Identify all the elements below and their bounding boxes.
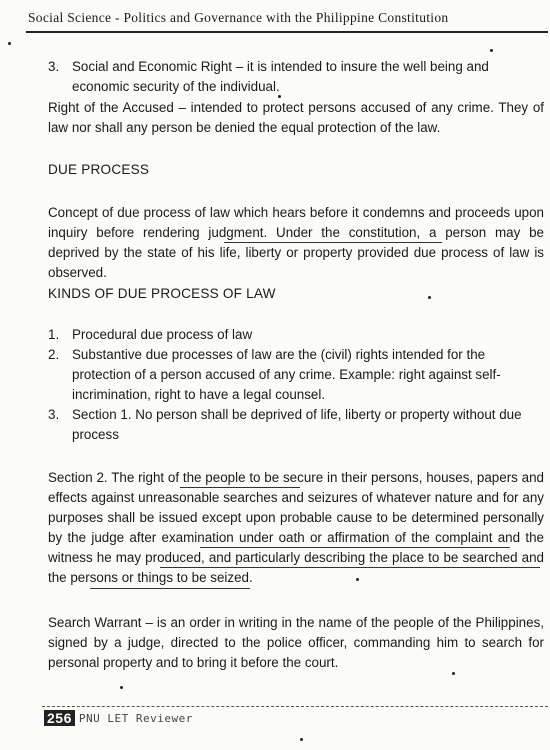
scan-speck <box>490 49 493 52</box>
kinds-list <box>48 325 544 445</box>
scan-speck <box>278 95 281 98</box>
list-number: 3. <box>48 59 60 74</box>
scan-speck <box>120 686 123 689</box>
list-item <box>48 57 544 97</box>
underline-mark <box>224 242 442 243</box>
list-number: 1. <box>48 327 60 342</box>
heading-kinds-of-due-process: KINDS OF DUE PROCESS OF LAW <box>48 286 276 301</box>
footer-label: PNU LET Reviewer <box>78 711 193 725</box>
list-item <box>48 325 544 345</box>
section-2-paragraph: Section 2. The right of the people to be secure in their persons, houses, papers and effects against unreasonable searches and seizures of whatever nature and for any purposes shall be issued except upon probable cause to be determined personally by the judge after examination under oath or affirmation of the complaint and the witness he may produced, and particularly describing the place to be searched and the persons or things to be seized. <box>48 470 544 585</box>
due-process-paragraph: Concept of due process of law which hears before it condemns and proceeds upon inquiry before rendering judgment. Under the constitution, a person may be deprived by the state of his life, liberty or property provided due process of law is observed. <box>48 205 544 280</box>
heading-due-process: DUE PROCESS <box>48 162 150 177</box>
scan-speck <box>428 296 431 299</box>
underline-mark <box>200 547 510 548</box>
list-number: 3. <box>48 407 60 422</box>
list-number: 2. <box>48 347 60 362</box>
running-header: Social Science - Politics and Governance with the Philippine Constitution <box>28 10 449 25</box>
underline-mark <box>180 487 300 488</box>
list-item-text: Procedural due process of law <box>72 327 253 342</box>
list-item <box>48 405 544 445</box>
scan-speck <box>8 42 11 45</box>
search-warrant-paragraph: Search Warrant – is an order in writing in the name of the people of the Philippines, signed by a judge, directed to the police officer, commanding him to search for personal property and to bring it before the court. <box>48 615 544 670</box>
page-number: 256 <box>44 710 75 726</box>
scan-speck <box>452 672 455 675</box>
list-item-text: Social and Economic Right – it is intended to insure the well being and economic security of the individual. <box>72 59 489 94</box>
scan-speck <box>300 738 303 741</box>
list-item-text: Substantive due processes of law are the (civil) rights intended for the protection of a person accused of any crime. Example: right against self-incrimination, right to have a legal counsel. <box>72 347 501 402</box>
scan-speck <box>356 578 359 581</box>
list-top <box>48 57 544 97</box>
accused-paragraph: Right of the Accused – intended to protect persons accused of any crime. They of law nor shall any person be denied the equal protection of the law. <box>48 100 544 135</box>
list-item <box>48 345 544 405</box>
underline-mark <box>90 588 250 589</box>
header-rule <box>26 31 548 33</box>
underline-mark <box>160 567 540 568</box>
list-item-text: Section 1. No person shall be deprived of life, liberty or property without due process <box>72 407 522 442</box>
footer-rule <box>42 706 548 707</box>
footer <box>44 710 193 726</box>
